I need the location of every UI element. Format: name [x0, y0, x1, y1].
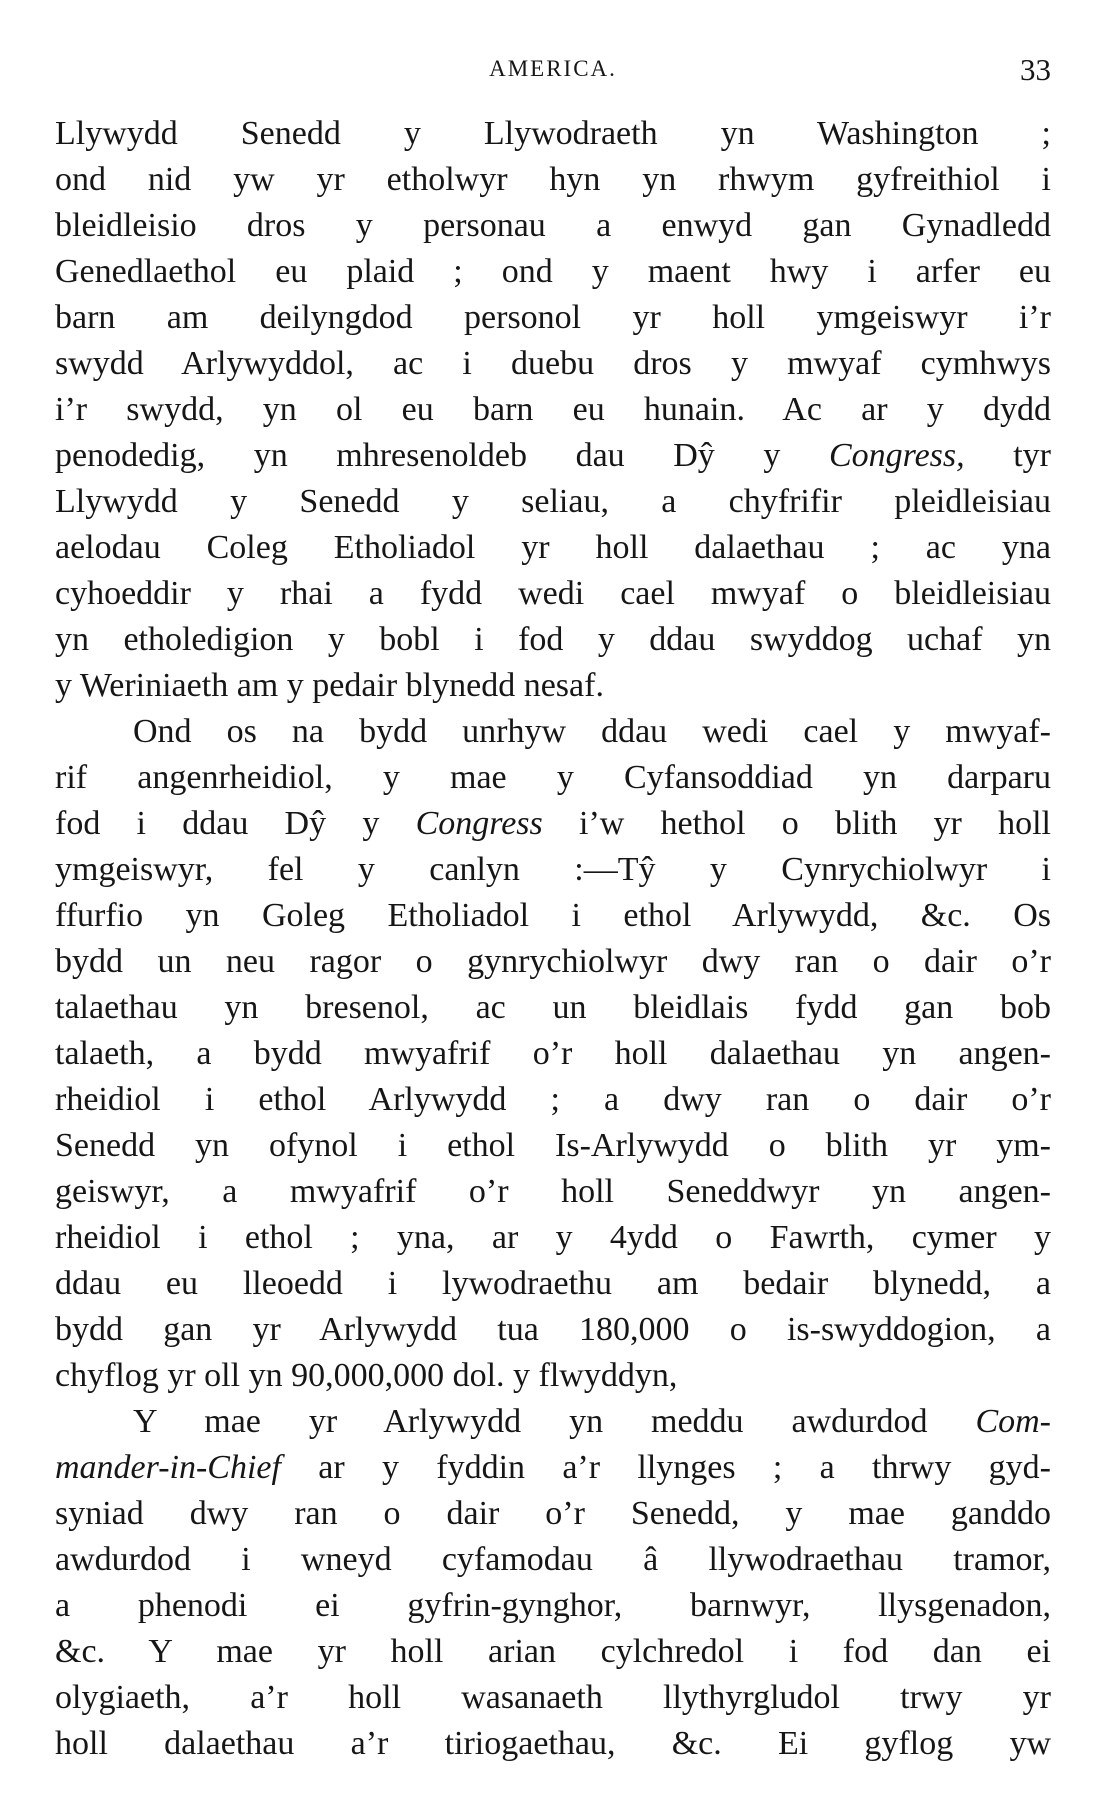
running-title: AMERICA.: [489, 56, 617, 81]
text-segment: Y mae yr Arlywydd yn meddu awdurdod: [133, 1403, 976, 1440]
italic-text-segment: Congress: [415, 805, 543, 842]
text-segment: i’w hethol o blith yr holl: [542, 805, 1051, 842]
text-segment: fod i ddau Dŷ y: [55, 805, 416, 842]
text-segment: syniad dwy ran o dair o’r Senedd, y mae ganddo: [55, 1495, 1051, 1532]
text-segment: tyr: [964, 437, 1051, 474]
text-line: [55, 1721, 1051, 1767]
text-segment: holl dalaethau a’r tiriogaethau, &c. Ei gyflog yw: [55, 1725, 1051, 1762]
text-line: [55, 1261, 1051, 1307]
text-line: [55, 433, 1051, 479]
text-line: [55, 1583, 1051, 1629]
text-segment: rheidiol i ethol ; yna, ar y 4ydd o Fawrth, cymer y: [55, 1219, 1051, 1256]
text-segment: talaethau yn bresenol, ac un bleidlais fydd gan bob: [55, 989, 1051, 1026]
text-line: [55, 387, 1051, 433]
text-line: [55, 341, 1051, 387]
text-line: [55, 111, 1051, 157]
text-line: [55, 1307, 1051, 1353]
text-line: [55, 1399, 1051, 1445]
text-segment: bleidleisio dros y personau a enwyd gan Gynadledd: [55, 207, 1051, 244]
text-line: [55, 893, 1051, 939]
text-segment: rif angenrheidiol, y mae y Cyfansoddiad yn darparu: [55, 759, 1051, 796]
text-line: [55, 1537, 1051, 1583]
text-line: [55, 1353, 1051, 1399]
italic-text-segment: mander-in-Chief: [55, 1449, 281, 1486]
text-segment: ar y fyddin a’r llynges ; a thrwy gyd-: [280, 1449, 1051, 1486]
text-segment: talaeth, a bydd mwyafrif o’r holl dalaethau yn angen-: [55, 1035, 1051, 1072]
text-segment: swydd Arlywyddol, ac i duebu dros y mwyaf cymhwys: [55, 345, 1051, 382]
text-segment: Llywydd Senedd y Llywodraeth yn Washington ;: [55, 115, 1051, 152]
text-segment: aelodau Coleg Etholiadol yr holl dalaethau ; ac yna: [55, 529, 1051, 566]
text-segment: Genedlaethol eu plaid ; ond y maent hwy i arfer eu: [55, 253, 1051, 290]
text-line: [55, 295, 1051, 341]
text-segment: yn etholedigion y bobl i fod y ddau swyddog uchaf yn: [55, 621, 1051, 658]
text-segment: barn am deilyngdod personol yr holl ymgeiswyr i’r: [55, 299, 1051, 336]
text-line: [55, 617, 1051, 663]
text-line: [55, 1215, 1051, 1261]
text-line: [55, 709, 1051, 755]
text-line: [55, 1675, 1051, 1721]
text-segment: cyhoeddir y rhai a fydd wedi cael mwyaf o bleidleisiau: [55, 575, 1051, 612]
text-line: [55, 571, 1051, 617]
text-segment: ddau eu lleoedd i lywodraethu am bedair blynedd, a: [55, 1265, 1051, 1302]
text-segment: bydd gan yr Arlywydd tua 180,000 o is-swyddogion, a: [55, 1311, 1051, 1348]
text-segment: geiswyr, a mwyafrif o’r holl Seneddwyr yn angen-: [55, 1173, 1051, 1210]
text-segment: y Weriniaeth am y pedair blynedd nesaf.: [55, 667, 604, 704]
text-line: [55, 1445, 1051, 1491]
text-segment: olygiaeth, a’r holl wasanaeth llythyrgludol trwy yr: [55, 1679, 1051, 1716]
text-segment: chyflog yr oll yn 90,000,000 dol. y flwyddyn,: [55, 1357, 678, 1394]
text-line: [55, 1077, 1051, 1123]
text-line: [55, 1491, 1051, 1537]
page-number: 33: [1020, 52, 1051, 87]
text-segment: i’r swydd, yn ol eu barn eu hunain. Ac ar y dydd: [55, 391, 1051, 428]
text-segment: rheidiol i ethol Arlywydd ; a dwy ran o dair o’r: [55, 1081, 1051, 1118]
text-segment: Llywydd y Senedd y seliau, a chyfrifir pleidleisiau: [55, 483, 1051, 520]
text-line: [55, 939, 1051, 985]
text-segment: bydd un neu ragor o gynrychiolwyr dwy ran o dair o’r: [55, 943, 1051, 980]
text-line: [55, 249, 1051, 295]
text-line: [55, 479, 1051, 525]
text-line: [55, 525, 1051, 571]
text-line: [55, 203, 1051, 249]
text-line: [55, 847, 1051, 893]
text-line: [55, 755, 1051, 801]
italic-text-segment: Congress,: [828, 437, 965, 474]
text-segment: a phenodi ei gyfrin-gynghor, barnwyr, llysgenadon,: [55, 1587, 1051, 1624]
text-line: [55, 1629, 1051, 1675]
text-line: [55, 663, 1051, 709]
italic-text-segment: Com-: [975, 1403, 1051, 1440]
text-segment: Senedd yn ofynol i ethol Is-Arlywydd o blith yr ym-: [55, 1127, 1051, 1164]
text-segment: Ond os na bydd unrhyw ddau wedi cael y mwyaf-: [133, 713, 1051, 750]
text-line: [55, 1123, 1051, 1169]
text-line: [55, 985, 1051, 1031]
text-segment: ffurfio yn Goleg Etholiadol i ethol Arlywydd, &c. Os: [55, 897, 1051, 934]
text-segment: ond nid yw yr etholwyr hyn yn rhwym gyfreithiol i: [55, 161, 1051, 198]
text-line: [55, 1031, 1051, 1077]
body-text: [55, 111, 1051, 1767]
text-segment: ymgeiswyr, fel y canlyn :—Tŷ y Cynrychiolwyr i: [55, 851, 1051, 888]
text-line: [55, 157, 1051, 203]
text-line: [55, 801, 1051, 847]
text-segment: awdurdod i wneyd cyfamodau â llywodraethau tramor,: [55, 1541, 1051, 1578]
text-segment: penodedig, yn mhresenoldeb dau Dŷ y: [55, 437, 829, 474]
text-segment: &c. Y mae yr holl arian cylchredol i fod dan ei: [55, 1633, 1051, 1670]
running-header: [55, 50, 1051, 90]
text-line: [55, 1169, 1051, 1215]
